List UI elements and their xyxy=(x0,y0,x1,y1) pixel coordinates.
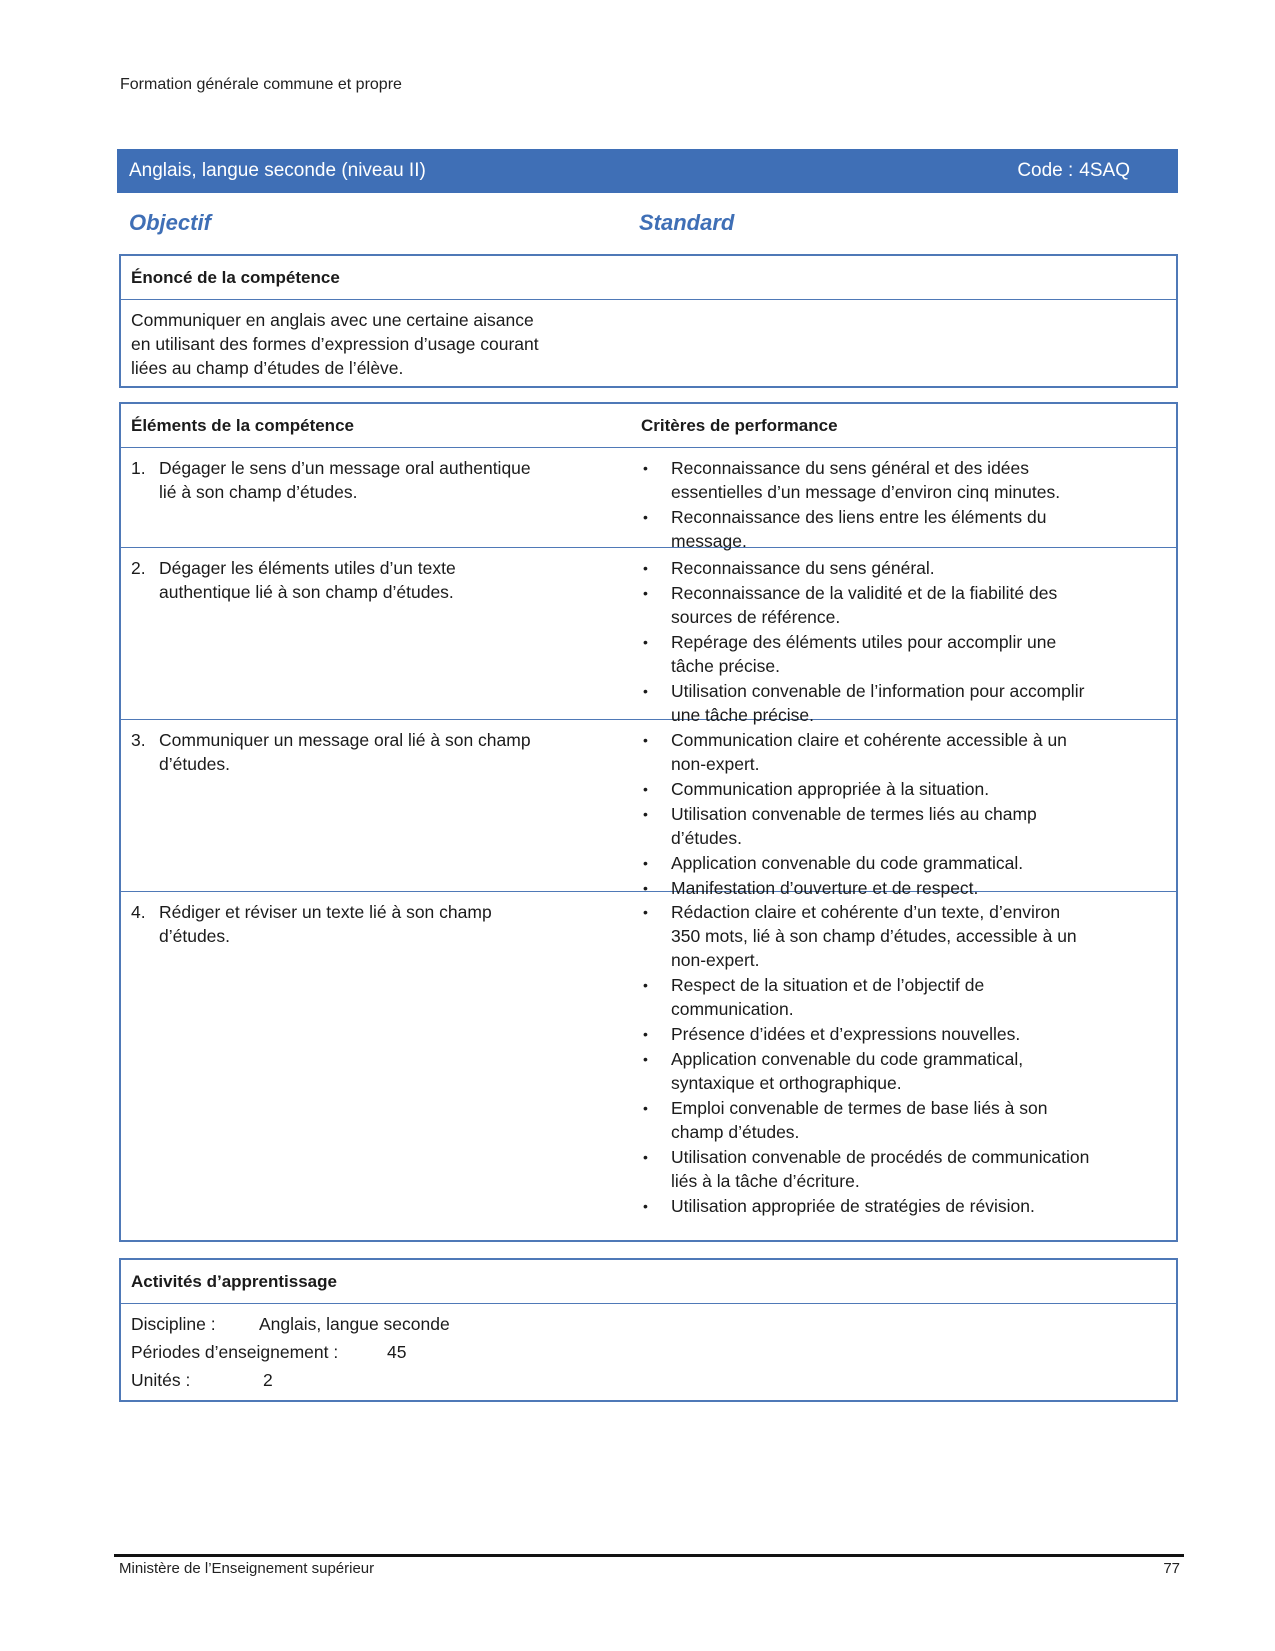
criterion-line: Reconnaissance du sens général. xyxy=(671,558,935,578)
criterion-line: Communication claire et cohérente accessible à un xyxy=(671,730,1067,750)
course-title: Anglais, langue seconde (niveau II) xyxy=(129,160,426,181)
criterion-line: Application convenable du code grammatical. xyxy=(671,853,1024,873)
elements-box xyxy=(119,402,1178,1242)
bullet-icon: • xyxy=(643,509,648,525)
criterion-line: essentielles d’un message d’environ cinq minutes. xyxy=(671,482,1061,502)
element-statement xyxy=(159,556,609,713)
criterion-line: d’études. xyxy=(671,828,743,848)
bullet-icon: • xyxy=(643,1198,648,1214)
criterion-text xyxy=(671,876,1161,900)
criterion-text xyxy=(671,679,1161,727)
element-statement xyxy=(159,456,609,541)
criterion-item xyxy=(641,1145,1161,1193)
bullet-icon: • xyxy=(643,1100,648,1116)
criterion-line: tâche précise. xyxy=(671,656,780,676)
criterion-item xyxy=(641,556,1161,580)
criterion-item xyxy=(641,1047,1161,1095)
criterion-item xyxy=(641,581,1161,629)
criterion-item xyxy=(641,505,1161,553)
bullet-icon: • xyxy=(643,855,648,871)
periodes-line xyxy=(131,1338,1166,1366)
criterion-text xyxy=(671,1096,1161,1144)
periodes-value: 45 xyxy=(387,1342,407,1362)
criterion-line: champ d’études. xyxy=(671,1122,800,1142)
criterion-item xyxy=(641,1194,1161,1218)
bullet-icon: • xyxy=(643,1051,648,1067)
criterion-item xyxy=(641,900,1161,972)
element-statement xyxy=(159,900,609,1198)
element-text xyxy=(121,728,641,885)
section-headings xyxy=(117,206,1178,240)
criteria-list xyxy=(641,900,1161,1216)
criterion-line: Reconnaissance de la validité et de la fiabilité des xyxy=(671,583,1058,603)
criterion-line: sources de référence. xyxy=(671,607,841,627)
element-row xyxy=(121,548,1176,725)
criterion-line: Manifestation d’ouverture et de respect. xyxy=(671,878,979,898)
bullet-icon: • xyxy=(643,880,648,896)
criteria-list xyxy=(641,556,1161,725)
element-text xyxy=(121,556,641,713)
element-row xyxy=(121,720,1176,898)
element-line: Dégager le sens d’un message oral authentique xyxy=(159,458,531,478)
criteria-list xyxy=(641,728,1161,898)
discipline-label: Discipline : xyxy=(131,1314,216,1334)
elements-header-row xyxy=(121,404,1176,448)
criterion-line: Utilisation convenable de procédés de communication xyxy=(671,1147,1090,1167)
element-line: d’études. xyxy=(159,754,231,774)
unites-value: 2 xyxy=(263,1370,273,1390)
criterion-text xyxy=(671,851,1161,875)
criterion-item xyxy=(641,456,1161,504)
criterion-line: Utilisation convenable de termes liés au champ xyxy=(671,804,1037,824)
bullet-icon: • xyxy=(643,683,648,699)
objectif-heading: Objectif xyxy=(129,210,211,235)
criterion-text xyxy=(671,1022,1161,1046)
enonce-heading: Énoncé de la compétence xyxy=(121,256,1176,300)
criterion-text xyxy=(671,505,1161,553)
unites-line xyxy=(131,1366,1166,1394)
criterion-line: Application convenable du code grammatical, xyxy=(671,1049,1024,1069)
element-line: d’études. xyxy=(159,926,231,946)
element-number: 4. xyxy=(131,902,146,922)
criterion-text xyxy=(671,802,1161,850)
criterion-text xyxy=(671,1047,1161,1095)
criterion-line: syntaxique et orthographique. xyxy=(671,1073,902,1093)
bullet-icon: • xyxy=(643,585,648,601)
criterion-item xyxy=(641,973,1161,1021)
bullet-icon: • xyxy=(643,1026,648,1042)
criterion-line: Reconnaissance des liens entre les éléments du xyxy=(671,507,1047,527)
criterion-line: message. xyxy=(671,531,747,551)
bullet-icon: • xyxy=(643,806,648,822)
criterion-line: Utilisation convenable de l’information pour accomplir xyxy=(671,681,1085,701)
element-line: Dégager les éléments utiles d’un texte xyxy=(159,558,456,578)
element-number: 2. xyxy=(131,558,146,578)
criterion-item xyxy=(641,679,1161,727)
criterion-line: Présence d’idées et d’expressions nouvelles. xyxy=(671,1024,1021,1044)
criteres-heading: Critères de performance xyxy=(641,415,838,435)
criterion-line: non-expert. xyxy=(671,950,760,970)
criterion-item xyxy=(641,851,1161,875)
enonce-line: liées au champ d’études de l’élève. xyxy=(131,358,404,378)
page-number: 77 xyxy=(1163,1560,1180,1577)
criterion-item xyxy=(641,1022,1161,1046)
enonce-line: en utilisant des formes d’expression d’usage courant xyxy=(131,334,539,354)
criterion-line: 350 mots, lié à son champ d’études, accessible à un xyxy=(671,926,1077,946)
footer-ministry: Ministère de l’Enseignement supérieur xyxy=(119,1560,375,1577)
enonce-line: Communiquer en anglais avec une certaine aisance xyxy=(131,310,534,330)
discipline-value: Anglais, langue seconde xyxy=(259,1314,450,1334)
criterion-line: Rédaction claire et cohérente d’un texte, d’environ xyxy=(671,902,1061,922)
criterion-line: Repérage des éléments utiles pour accomplir une xyxy=(671,632,1057,652)
course-code-value: 4SAQ xyxy=(1079,160,1130,181)
criterion-text xyxy=(671,1194,1161,1218)
criterion-text xyxy=(671,556,1161,580)
criterion-item xyxy=(641,1096,1161,1144)
bullet-icon: • xyxy=(643,1149,648,1165)
element-rows xyxy=(121,448,1176,1216)
bullet-icon: • xyxy=(643,977,648,993)
activites-heading: Activités d’apprentissage xyxy=(121,1260,1176,1304)
course-code-label: Code : xyxy=(1017,160,1074,181)
criterion-line: Communication appropriée à la situation. xyxy=(671,779,990,799)
element-text xyxy=(121,456,641,541)
element-statement xyxy=(159,728,609,885)
bullet-icon: • xyxy=(643,634,648,650)
criterion-line: Respect de la situation et de l’objectif de xyxy=(671,975,985,995)
enonce-text xyxy=(121,300,641,388)
element-row xyxy=(121,448,1176,551)
criterion-text xyxy=(671,777,1161,801)
criterion-text xyxy=(671,456,1161,504)
criterion-line: liés à la tâche d’écriture. xyxy=(671,1171,860,1191)
criterion-text xyxy=(671,630,1161,678)
criterion-item xyxy=(641,728,1161,776)
course-code xyxy=(1017,160,1130,182)
enonce-box xyxy=(119,254,1178,388)
element-number: 3. xyxy=(131,730,146,750)
element-line: Rédiger et réviser un texte lié à son champ xyxy=(159,902,492,922)
criteria-list xyxy=(641,456,1161,551)
activites-body xyxy=(121,1304,1176,1400)
criterion-text xyxy=(671,581,1161,629)
criterion-line: Utilisation appropriée de stratégies de révision. xyxy=(671,1196,1035,1216)
bullet-icon: • xyxy=(643,904,648,920)
criterion-line: une tâche précise. xyxy=(671,705,815,725)
element-line: Communiquer un message oral lié à son champ xyxy=(159,730,531,750)
activites-box xyxy=(119,1258,1178,1402)
discipline-line xyxy=(131,1310,1166,1338)
element-row xyxy=(121,892,1176,1216)
bullet-icon: • xyxy=(643,460,648,476)
criterion-item xyxy=(641,802,1161,850)
element-line: lié à son champ d’études. xyxy=(159,482,358,502)
element-text xyxy=(121,900,641,1198)
criterion-text xyxy=(671,900,1161,972)
bullet-icon: • xyxy=(643,732,648,748)
criterion-line: communication. xyxy=(671,999,794,1019)
criterion-line: non-expert. xyxy=(671,754,760,774)
bullet-icon: • xyxy=(643,781,648,797)
element-line: authentique lié à son champ d’études. xyxy=(159,582,454,602)
criterion-text xyxy=(671,973,1161,1021)
running-header: Formation générale commune et propre xyxy=(120,76,402,93)
unites-label: Unités : xyxy=(131,1370,191,1390)
criterion-text xyxy=(671,1145,1161,1193)
criterion-text xyxy=(671,728,1161,776)
standard-heading: Standard xyxy=(639,210,735,235)
element-number: 1. xyxy=(131,458,146,478)
criterion-line: Reconnaissance du sens général et des idées xyxy=(671,458,1030,478)
elements-heading: Éléments de la compétence xyxy=(131,415,354,435)
criterion-item xyxy=(641,777,1161,801)
footer-rule xyxy=(114,1554,1184,1557)
criterion-line: Emploi convenable de termes de base liés à son xyxy=(671,1098,1048,1118)
criterion-item xyxy=(641,876,1161,900)
course-title-bar xyxy=(117,149,1178,193)
periodes-label: Périodes d’enseignement : xyxy=(131,1342,339,1362)
bullet-icon: • xyxy=(643,560,648,576)
criterion-item xyxy=(641,630,1161,678)
